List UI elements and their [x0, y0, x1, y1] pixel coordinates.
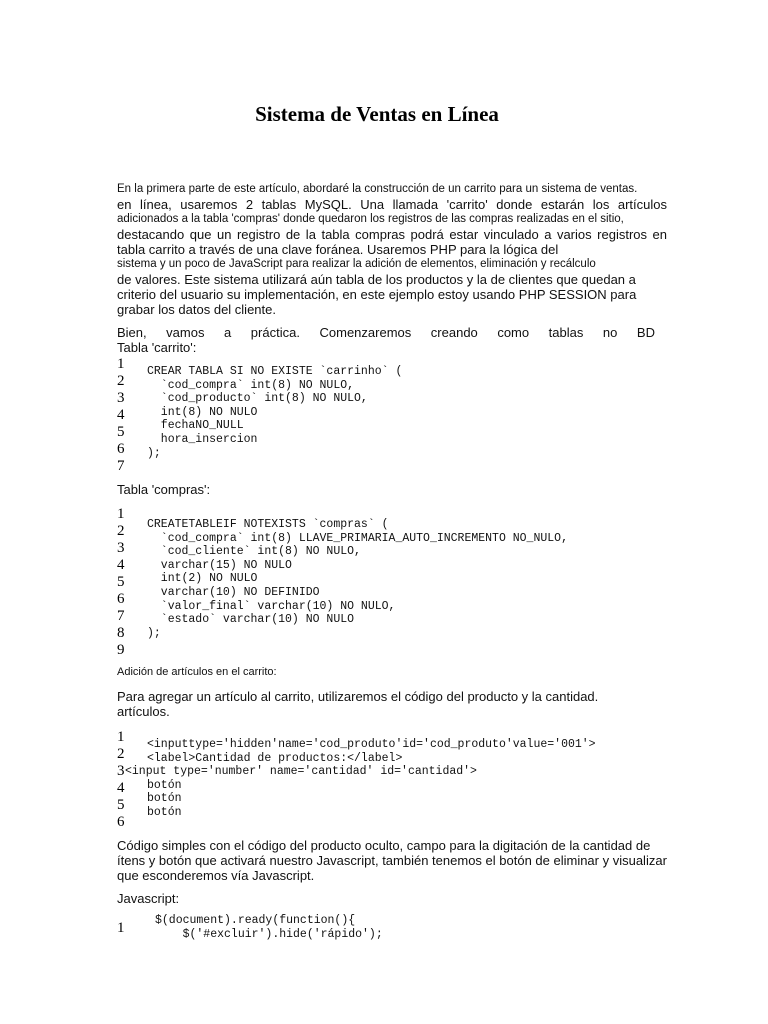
code-line: CREATETABLEIF NOTEXISTS `compras` ( [147, 518, 389, 531]
agregar-paragraph [117, 689, 667, 719]
code-line: fechaNO_NULL [147, 419, 244, 433]
line-number: 6 [117, 591, 125, 607]
codigo-simples-paragraph [117, 838, 673, 883]
line-number: 1 [117, 506, 125, 522]
intro-line-6: sistema y un poco de JavaScript para realizar la adición de elementos, eliminación y recálculo [117, 258, 596, 270]
line-number: 9 [117, 642, 125, 658]
javascript-heading: Javascript: [117, 891, 180, 906]
code-line: botón [147, 778, 182, 792]
agregar-line-2: artículos. [117, 704, 170, 719]
intro-paragraph [117, 182, 667, 317]
code-line: `cod_producto` int(8) NO NULO, [147, 392, 368, 406]
line-number: 2 [117, 523, 125, 539]
intro-line-8: criterio del usuario su implementación, en este ejemplo estoy usando PHP SESSION para [117, 287, 637, 302]
practice-line-2: Tabla 'carrito': [117, 340, 197, 355]
intro-line-4: destacando que un registro de la tabla compras podrá estar vinculado a varios registros en [117, 227, 667, 242]
code-line: int(2) NO NULO [147, 572, 258, 586]
code-line: CREAR TABLA SI NO EXISTE `carrinho` ( [147, 365, 403, 378]
agregar-line-1: Para agregar un artículo al carrito, utilizaremos el código del producto y la cantidad. [117, 689, 599, 704]
code-line: <input type='number' name='cantidad' id='cantidad'> [125, 765, 477, 779]
simples-line-3: que esconderemos vía Javascript. [117, 868, 315, 883]
code-line: int(8) NO NULO [147, 405, 258, 419]
intro-line-7: de valores. Este sistema utilizará aún tabla de los productos y la de clientes que quedan a [117, 272, 636, 287]
code-line: hora_insercion [147, 432, 258, 446]
code-line: `estado` varchar(10) NO NULO [147, 613, 355, 627]
line-number: 1 [117, 356, 125, 372]
code-line: `valor_final` varchar(10) NO NULO, [147, 599, 396, 613]
code-line: `cod_cliente` int(8) NO NULO, [147, 545, 361, 559]
code-line: `cod_compra` int(8) LLAVE_PRIMARIA_AUTO_INCREMENTO NO_NULO, [147, 531, 568, 545]
code-line: varchar(15) NO NULO [147, 558, 292, 572]
line-number: 3 [117, 390, 125, 406]
line-number: 5 [117, 797, 125, 813]
line-number: 4 [117, 780, 125, 796]
line-number: 1 [117, 920, 125, 936]
line-number: 6 [117, 814, 125, 830]
line-number: 8 [117, 625, 125, 641]
code-line: ); [147, 446, 161, 460]
page-title: Sistema de Ventas en Línea [255, 102, 499, 126]
intro-line-1: En la primera parte de este artículo, abordaré la construcción de un carrito para un sistema de ventas. [117, 183, 638, 195]
code-line: $(document).ready(function(){ [155, 914, 356, 927]
intro-line-3: adicionados a la tabla 'compras' donde quedaron los registros de las compras realizadas en el sitio, [117, 213, 624, 225]
compras-heading: Tabla 'compras': [117, 482, 211, 497]
code-line: botón [147, 805, 182, 819]
code-line: <label>Cantidad de productos:</label> [147, 751, 403, 765]
code-line: $('#excluir').hide('rápido'); [155, 927, 383, 941]
line-number: 4 [117, 557, 125, 573]
code-line: botón [147, 792, 182, 806]
simples-line-1: Código simples con el código del producto oculto, campo para la digitación de la cantidad de [117, 838, 651, 853]
line-number: 5 [117, 424, 125, 440]
line-number: 3 [117, 540, 125, 556]
line-number: 7 [117, 608, 125, 624]
intro-line-9: grabar los datos del cliente. [117, 302, 276, 317]
code-line: ); [147, 626, 161, 640]
practice-line-1: Bien, vamos a práctica. Comenzaremos creando como tablas no BD [117, 325, 655, 340]
line-number: 2 [117, 746, 125, 762]
intro-line-5: tabla carrito a través de una clave foránea. Usaremos PHP para la lógica del [117, 242, 559, 257]
line-number: 5 [117, 574, 125, 590]
simples-line-2: ítens y botón que activará nuestro Javascript, también tenemos el botón de eliminar y visualizar [117, 853, 667, 868]
line-number: 3 [117, 763, 125, 779]
line-number: 1 [117, 729, 125, 745]
line-number: 6 [117, 441, 125, 457]
practice-paragraph [117, 325, 655, 355]
adicion-heading: Adición de artículos en el carrito: [117, 666, 277, 678]
code-line: <inputtype='hidden'name='cod_produto'id='cod_produto'value='001'> [147, 738, 596, 751]
line-number: 4 [117, 407, 125, 423]
code-line: `cod_compra` int(8) NO NULO, [147, 378, 355, 392]
code-line: varchar(10) NO DEFINIDO [147, 585, 320, 599]
line-number: 7 [117, 458, 125, 474]
line-number: 2 [117, 373, 125, 389]
intro-line-2: en línea, usaremos 2 tablas MySQL. Una llamada 'carrito' donde estarán los artículos [117, 197, 667, 212]
